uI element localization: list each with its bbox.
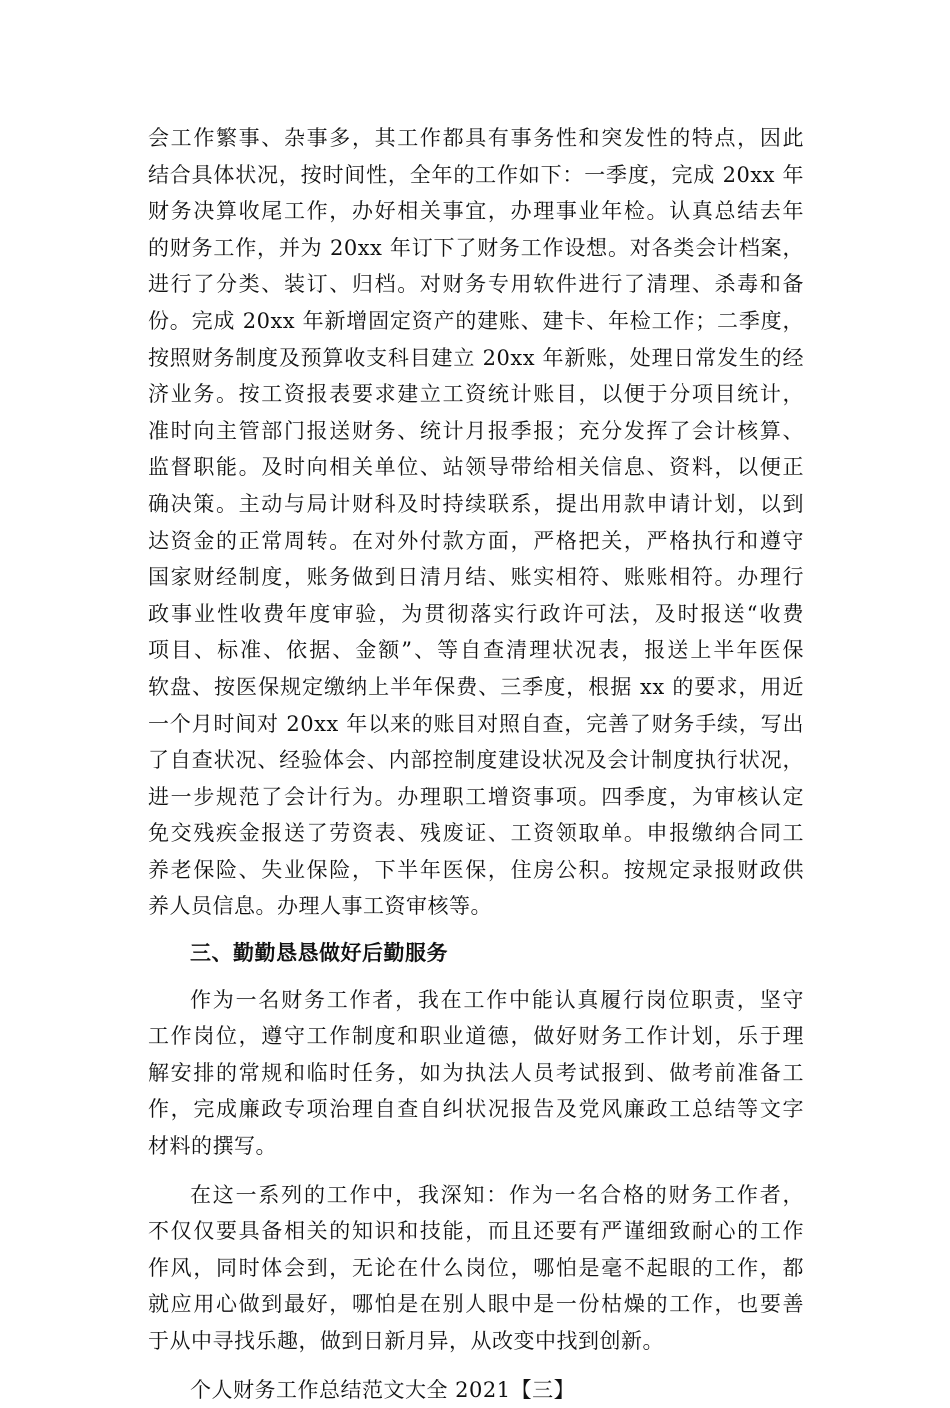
text-line: 份。完成 20xx 年新增固定资产的建账、建卡、年检工作；二季度， <box>148 308 804 333</box>
section-title <box>148 1372 804 1408</box>
text-line: 解安排的常规和临时任务，如为执法人员考试报到、做考前准备工 <box>148 1060 804 1085</box>
text-line: 不仅仅要具备相关的知识和技能，而且还要有严谨细致耐心的工作 <box>148 1219 804 1244</box>
text-line: 政事业性收费年度审验，为贯彻落实行政许可法，及时报送“收费 <box>148 601 804 626</box>
text-line: 确决策。主动与局计财科及时持续联系，提出用款申请计划，以到 <box>148 491 804 516</box>
text-line: 作为一名财务工作者，我在工作中能认真履行岗位职责，坚守 <box>190 987 804 1012</box>
text-line: 的财务工作，并为 20xx 年订下了财务工作设想。对各类会计档案， <box>148 235 804 260</box>
text-line: 结合具体状况，按时间性，全年的工作如下：一季度，完成 20xx 年 <box>148 162 804 187</box>
text-line: 在这一系列的工作中，我深知：作为一名合格的财务工作者， <box>190 1182 804 1207</box>
section-heading: 三、勤勤恳恳做好后勤服务 <box>190 940 448 966</box>
text-line: 进一步规范了会计行为。办理职工增资事项。四季度，为审核认定 <box>148 784 804 809</box>
text-line: 一个月时间对 20xx 年以来的账目对照自查，完善了财务手续，写出 <box>148 711 804 736</box>
text-line: 作风，同时体会到，无论在什么岗位，哪怕是毫不起眼的工作，都 <box>148 1255 804 1280</box>
text-line: 准时向主管部门报送财务、统计月报季报；充分发挥了会计核算、 <box>148 418 804 443</box>
text-line: 会工作繁事、杂事多，其工作都具有事务性和突发性的特点，因此 <box>148 126 804 150</box>
text-line: 免交残疾金报送了劳资表、残废证、工资领取单。申报缴纳合同工 <box>148 821 804 846</box>
text-line: 了自查状况、经验体会、内部控制度建设状况及会计制度执行状况， <box>148 748 804 773</box>
text-line: 按照财务制度及预算收支科目建立 20xx 年新账，处理日常发生的经 <box>148 345 804 370</box>
text-line: 于从中寻找乐趣，做到日新月异，从改变中找到创新。 <box>148 1329 664 1353</box>
text-line: 济业务。按工资报表要求建立工资统计账目，以便于分项目统计， <box>148 382 804 407</box>
text-line: 材料的撰写。 <box>148 1134 277 1159</box>
text-line: 软盘、按医保规定缴纳上半年保费、三季度，根据 xx 的要求，用近 <box>148 674 804 699</box>
text-line: 达资金的正常周转。在对外付款方面，严格把关，严格执行和遵守 <box>148 528 804 553</box>
text-line: 财务决算收尾工作，办好相关事宜，办理事业年检。认真总结去年 <box>148 199 804 224</box>
text-line: 项目、标准、依据、金额”、等自查清理状况表，报送上半年医保 <box>148 638 804 663</box>
text-line: 进行了分类、装订、归档。对财务专用软件进行了清理、杀毒和备 <box>148 272 804 297</box>
text-line: 工作岗位，遵守工作制度和职业道德，做好财务工作计划，乐于理 <box>148 1024 804 1049</box>
text-line: 监督职能。及时向相关单位、站领导带给相关信息、资料，以便正 <box>148 455 804 480</box>
text-line: 作，完成廉政专项治理自查自纠状况报告及党风廉政工总结等文字 <box>148 1097 804 1122</box>
text-line: 养老保险、失业保险，下半年医保，住房公积。按规定录报财政供 <box>148 857 804 882</box>
text-line: 国家财经制度，账务做到日清月结、账实相符、账账相符。办理行 <box>148 565 804 590</box>
text-line: 就应用心做到最好，哪怕是在别人眼中是一份枯燥的工作，也要善 <box>148 1292 804 1317</box>
paragraph-reflection <box>148 1177 804 1360</box>
text-line: 养人员信息。办理人事工资审核等。 <box>148 894 492 919</box>
section-title-text: 个人财务工作总结范文大全 2021【三】 <box>190 1377 576 1402</box>
paragraph-work-summary <box>148 120 804 925</box>
document-page <box>148 120 804 1408</box>
paragraph-responsibilities <box>148 982 804 1165</box>
